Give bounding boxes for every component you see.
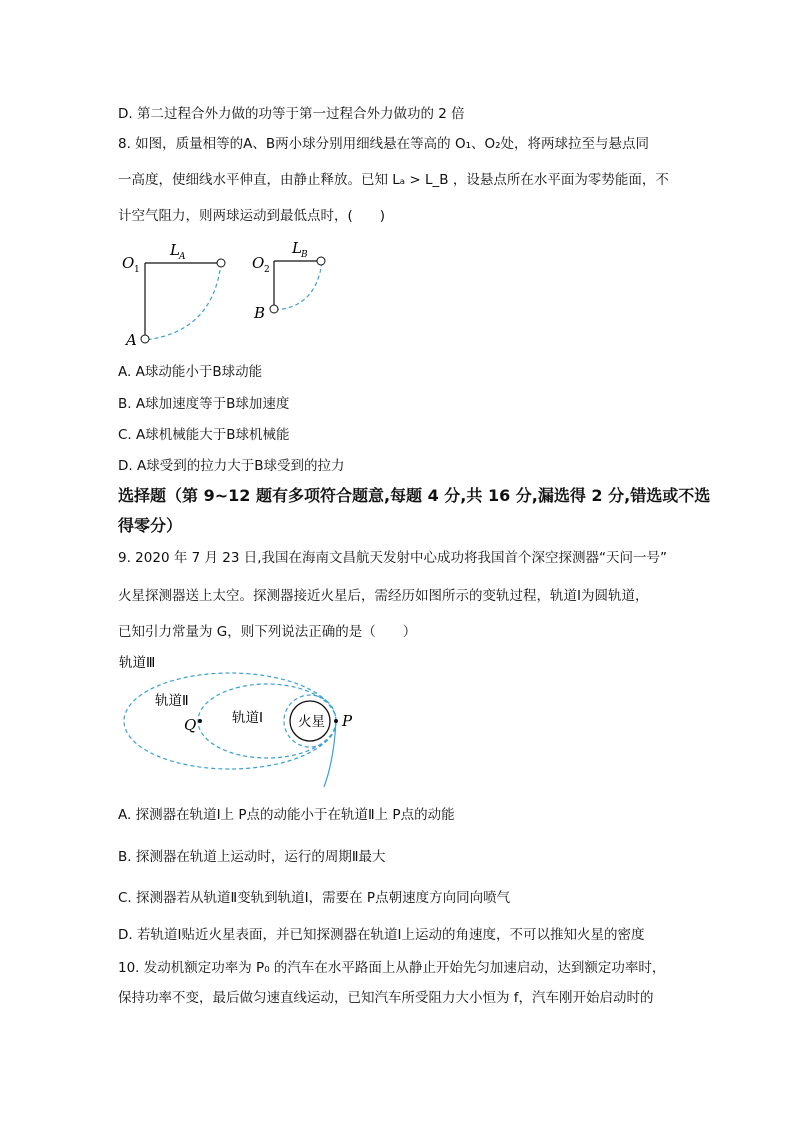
q8-option-b: B. A球加速度等于B球加速度 (118, 396, 290, 412)
q9-stem-line-2: 火星探测器送上太空。探测器接近火星后，需经历如图所示的变轨过程，轨道Ⅰ为圆轨道， (118, 588, 649, 604)
label-o1: O (122, 254, 135, 272)
q8-stem-line-2: 一高度，使细线水平伸直，由静止释放。已知 Lₐ > L_B ，设悬点所在水平面为零势能面，不 (118, 172, 669, 188)
q8-option-d: D. A球受到的拉力大于B球受到的拉力 (118, 458, 345, 474)
label-mars: 火星 (298, 714, 325, 730)
label-orbit-2: 轨道Ⅱ (155, 693, 189, 709)
point-p (334, 719, 338, 723)
q9-stem-line-3: 已知引力常量为 G，则下列说法正确的是（ ） (118, 624, 417, 640)
q8-stem-line-3: 计空气阻力，则两球运动到最低点时，( ) (118, 208, 386, 224)
label-q: Q (184, 716, 197, 734)
point-q (198, 719, 202, 723)
label-lb-sub: B (301, 250, 308, 260)
label-orbit-3: 轨道Ⅲ (119, 655, 156, 671)
q10-stem-line-2: 保持功率不变，最后做匀速直线运动，已知汽车所受阻力大小恒为 f，汽车刚开始启动时的 (118, 990, 654, 1006)
ball-b-start (317, 257, 325, 265)
section-heading-line-2: 得零分） (118, 516, 183, 535)
orbit-diagram (112, 650, 362, 790)
q8-option-c: C. A球机械能大于B球机械能 (118, 427, 290, 443)
ball-a (141, 335, 149, 343)
arc-a (145, 263, 221, 340)
label-orbit-1: 轨道Ⅰ (232, 710, 263, 726)
label-o1-sub: 1 (134, 265, 140, 275)
q8-option-a: A. A球动能小于B球动能 (118, 364, 263, 380)
q10-stem-line-1: 10. 发动机额定功率为 P₀ 的汽车在水平路面上从静止开始先匀加速启动，达到额定功率时， (118, 960, 666, 976)
label-b: B (254, 304, 266, 322)
q9-option-c: C. 探测器若从轨道Ⅱ变轨到轨道Ⅰ，需要在 P点朝速度方向同向喷气 (118, 890, 511, 906)
arc-b (274, 262, 322, 310)
section-heading-line-1: 选择题（第 9~12 题有多项符合题意,每题 4 分,共 16 分,漏选得 2 分,错选或不选 (118, 486, 711, 505)
label-a: A (126, 331, 137, 349)
q9-stem-line-1: 9. 2020 年 7 月 23 日,我国在海南文昌航天发射中心成功将我国首个深空探测器“天问一号” (118, 550, 668, 566)
ball-b (270, 305, 278, 313)
label-lb: L (292, 239, 302, 257)
q9-option-a: A. 探测器在轨道Ⅰ上 P点的动能小于在轨道Ⅱ上 P点的动能 (118, 807, 455, 823)
q9-option-d: D. 若轨道Ⅰ贴近火星表面，并已知探测器在轨道Ⅰ上运动的角速度，不可以推知火星的密度 (118, 927, 645, 943)
ball-a-start (217, 259, 225, 267)
q9-option-b: B. 探测器在轨道上运动时，运行的周期Ⅱ最大 (118, 849, 386, 865)
q7-option-d: D. 第二过程合外力做的功等于第一过程合外力做功的 2 倍 (118, 106, 465, 122)
label-o2-sub: 2 (264, 265, 270, 275)
q8-stem-line-1: 8. 如图，质量相等的A、B两小球分别用细线悬在等高的 O₁、O₂处，将两球拉至与悬点同 (118, 136, 650, 152)
label-p: P (342, 712, 353, 730)
pendulum-diagram (110, 236, 350, 352)
label-o2: O (252, 254, 265, 272)
label-la: L (170, 241, 180, 259)
label-la-sub: A (179, 252, 186, 262)
